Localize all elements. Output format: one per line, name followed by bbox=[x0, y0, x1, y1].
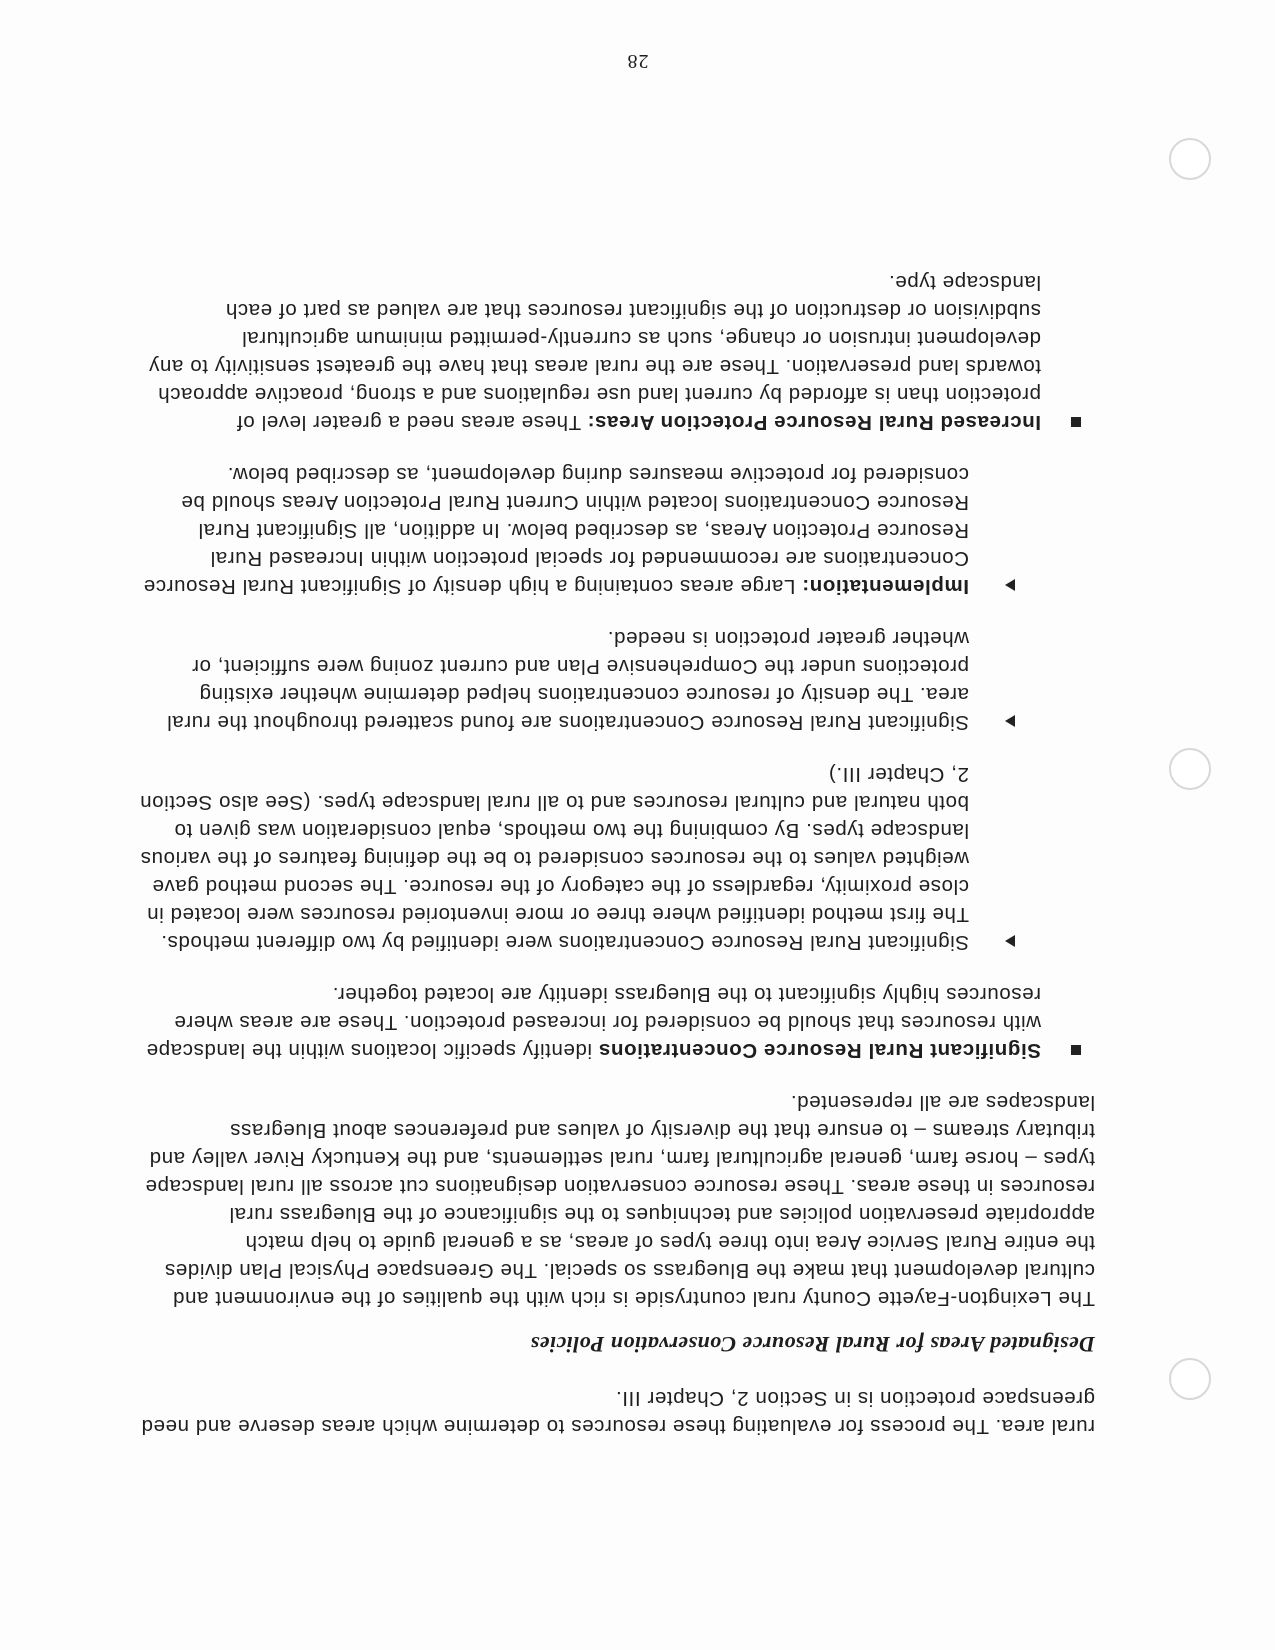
intro-paragraph: The Lexington-Fayette County rural countryside is rich with the qualities of the environment and cultural development that make the Bluegrass so special. The Greenspace Physical Plan divides the entire Rural Service Area into three types of areas, as a general guide to help match appropriate preservation policies and techniques to the significance of the Bluegrass rural resources in these areas. These resource conservation designations cut across all rural landscape types – horse farm, general agricultural farm, rural settlements, and the Kentucky River valley and tributary streams – to ensure that the diversity of values and preferences about Bluegrass landscapes are all represented. bbox=[144, 1091, 1095, 1310]
binder-hole-bottom bbox=[1169, 138, 1211, 180]
subbullet-distribution bbox=[135, 624, 1023, 736]
subbullet-body: Large areas containing a high density of Significant Rural Resource Concentrations are recommended for special protection within Increased Rural Resource Protection Areas, as described below. In addition, all Significant Rural Resource Concentrations located within Current Rural Protection Areas should be considered for protective measures during development, as described below. bbox=[143, 463, 969, 598]
bullet-significant-concentrations bbox=[135, 980, 1095, 1064]
bullet-body: identify specific locations within the landscape with resources that should be considered for increased protection. These are areas where resources highly significant to the Bluegrass identity are located together. bbox=[146, 983, 1041, 1062]
subbullet-implementation bbox=[135, 460, 1023, 600]
page-number: 28 bbox=[626, 50, 649, 72]
bullet-increased-protection-areas bbox=[135, 268, 1095, 436]
triangle-bullet-icon bbox=[1005, 579, 1015, 591]
bullet-term: Significant Rural Resource Concentrations bbox=[598, 1039, 1041, 1062]
binder-hole-top bbox=[1169, 1358, 1211, 1400]
bullet-term: Increased Rural Resource Protection Areas: bbox=[587, 411, 1041, 434]
page-content bbox=[135, 268, 1095, 1440]
section-title: Designated Areas for Rural Resource Conservation Policies bbox=[530, 1332, 1095, 1357]
triangle-bullet-icon bbox=[1005, 935, 1015, 947]
subbullet-text: Significant Rural Resource Concentrations were identified by two different methods. The first method identified where three or more inventoried resources were located in close proximity, regardless of the category of the resource. The second method gave weighted values to the resources considered to be the defining features of the various landscape types. By combining the two methods, equal consideration was given to both natural and cultural resources and to all rural landscape types. (See also Section 2, Chapter III.) bbox=[139, 763, 969, 954]
subbullet-text bbox=[135, 460, 969, 600]
intro-text: rural area. The process for evaluating these resources to determine which areas deserve and need greenspace protection is in Section 2, Chapter III. bbox=[140, 1387, 1095, 1438]
bullet-body: These areas need a greater level of protection than is afforded by current land use regulations and a strong, proactive approach towards land preservation. These are the rural areas that have the greatest sensitivity to any development intrusion or change, such as currently-permitted minimum agricultural subdivision or destruction of the significant resources that are valued as part of each landscape type. bbox=[148, 271, 1041, 434]
subbullet-identification bbox=[135, 760, 1023, 956]
binder-hole-middle bbox=[1169, 748, 1211, 790]
bullet-text bbox=[135, 980, 1041, 1064]
subbullet-term: Implementation: bbox=[801, 575, 969, 598]
square-bullet-icon bbox=[1071, 1045, 1081, 1055]
triangle-bullet-icon bbox=[1005, 715, 1015, 727]
subbullet-text: Significant Rural Resource Concentrations are found scattered throughout the rural area. The density of resource concentrations helped determine whether existing protections under the Comprehensive Plan and current zoning were sufficient, or whether greater protection is needed. bbox=[166, 627, 969, 734]
square-bullet-icon bbox=[1071, 417, 1081, 427]
bullet-text bbox=[135, 268, 1041, 436]
